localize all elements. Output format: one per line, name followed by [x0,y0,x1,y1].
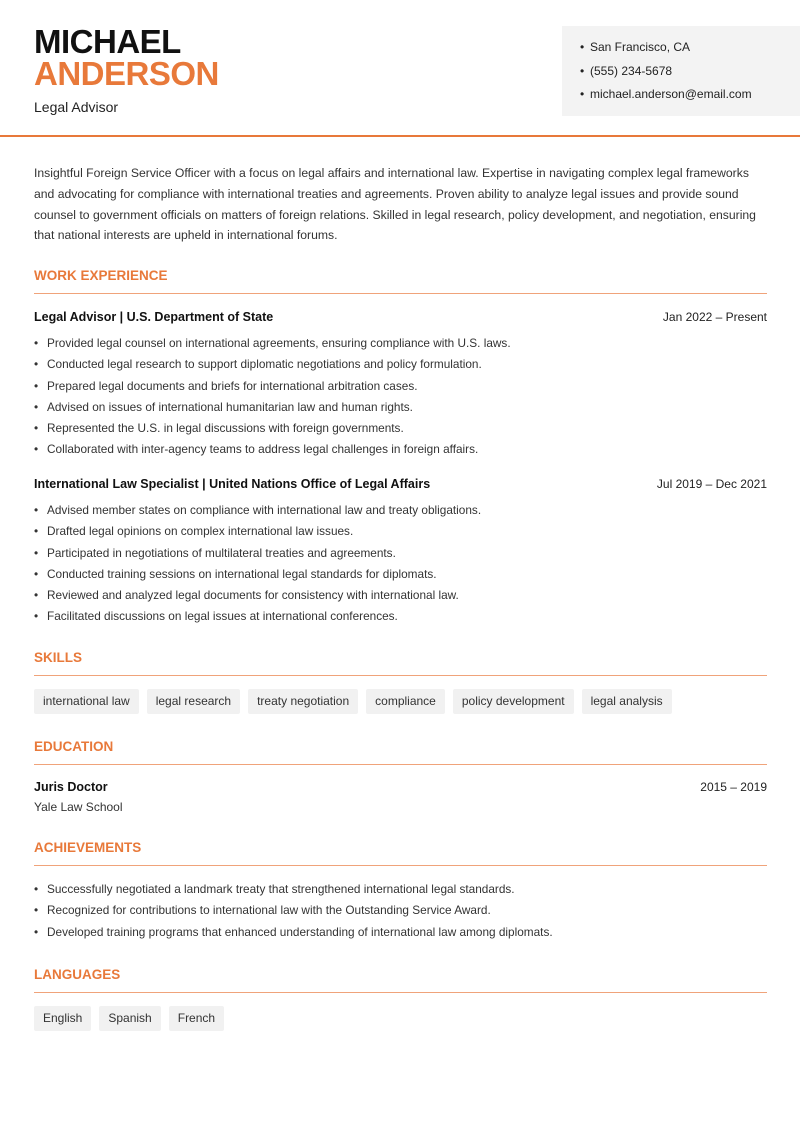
list-item: • Prepared legal documents and briefs for international arbitration cases. [34,378,418,393]
job-bullets [34,503,767,631]
skills-list [34,689,672,714]
skill-tag: international law [34,689,139,714]
section-title-work: WORK EXPERIENCE [34,268,767,294]
section-title-languages: LANGUAGES [34,967,767,993]
skill-tag: legal research [147,689,240,714]
location-text: San Francisco, CA [590,40,691,54]
job-header [34,477,767,491]
job-header [34,310,767,324]
language-tag: French [169,1006,224,1031]
resume-header [0,0,800,137]
list-item: • Recognized for contributions to international law with the Outstanding Service Award. [34,903,491,918]
contact-box [562,26,800,116]
languages-list [34,1006,224,1031]
list-item: • Successfully negotiated a landmark treaty that strengthened international legal standards. [34,882,515,896]
section-title-achievements: ACHIEVEMENTS [34,840,767,866]
list-item: • Collaborated with inter-agency teams to address legal challenges in foreign affairs. [34,442,479,457]
bullet-icon: • [580,40,585,54]
list-item: • Conducted training sessions on international legal standards for diplomats. [34,566,437,581]
list-item: • Represented the U.S. in legal discussions with foreign governments. [34,421,404,436]
contact-location [580,40,800,64]
job-role: Legal Advisor | U.S. Department of State [34,310,274,324]
list-item: • Advised on issues of international humanitarian law and human rights. [34,399,413,414]
list-item: • Advised member states on compliance with international law and treaty obligations. [34,503,482,517]
phone-text: (555) 234-5678 [590,63,673,78]
education-dates: 2015 – 2019 [700,780,767,794]
section-title-education: EDUCATION [34,739,767,765]
last-name: ANDERSON [34,55,219,92]
first-name: MICHAEL [34,23,181,60]
achievement-bullets [34,882,767,946]
contact-email [580,87,800,111]
education-school: Yale Law School [34,800,123,814]
summary-paragraph: Insightful Foreign Service Officer with a focus on legal affairs and international law. Expertise in navigating complex legal frameworks and advocating for compliance with international treaties and agreements. Proven ability to analyze legal issues and provide sound counsel to government officials on matters of foreign relations. Skilled in legal research, policy development, and negotiation, ensuring that national interests are upheld in international forums. [34,166,756,243]
list-item: • Drafted legal opinions on complex international law issues. [34,524,354,539]
job-bullets [34,336,767,464]
job-dates: Jul 2019 – Dec 2021 [656,477,767,491]
list-item: • Provided legal counsel on international agreements, ensuring compliance with U.S. laws. [34,336,511,350]
skill-tag: policy development [453,689,574,714]
list-item: • Facilitated discussions on legal issues at international conferences. [34,609,398,624]
skill-tag: compliance [366,689,445,714]
skill-tag: treaty negotiation [248,689,358,714]
bullet-icon: • [580,87,585,101]
list-item: • Developed training programs that enhanced understanding of international law among diplomats. [34,924,553,939]
job-title: Legal Advisor [34,99,119,115]
list-item: • Participated in negotiations of multilateral treaties and agreements. [34,545,396,560]
job-role: International Law Specialist | United Nations Office of Legal Affairs [34,477,431,491]
email-text: michael.anderson@email.com [590,87,752,101]
bullet-icon: • [580,63,585,78]
language-tag: English [34,1006,91,1031]
list-item: • Conducted legal research to support diplomatic negotiations and policy formulation. [34,357,482,372]
job-dates: Jan 2022 – Present [662,310,767,324]
skill-tag: legal analysis [582,689,672,714]
education-degree: Juris Doctor [34,780,108,794]
language-tag: Spanish [99,1006,160,1031]
section-title-skills: SKILLS [34,650,767,676]
contact-phone [580,64,800,88]
list-item: • Reviewed and analyzed legal documents for consistency with international law. [34,588,459,603]
